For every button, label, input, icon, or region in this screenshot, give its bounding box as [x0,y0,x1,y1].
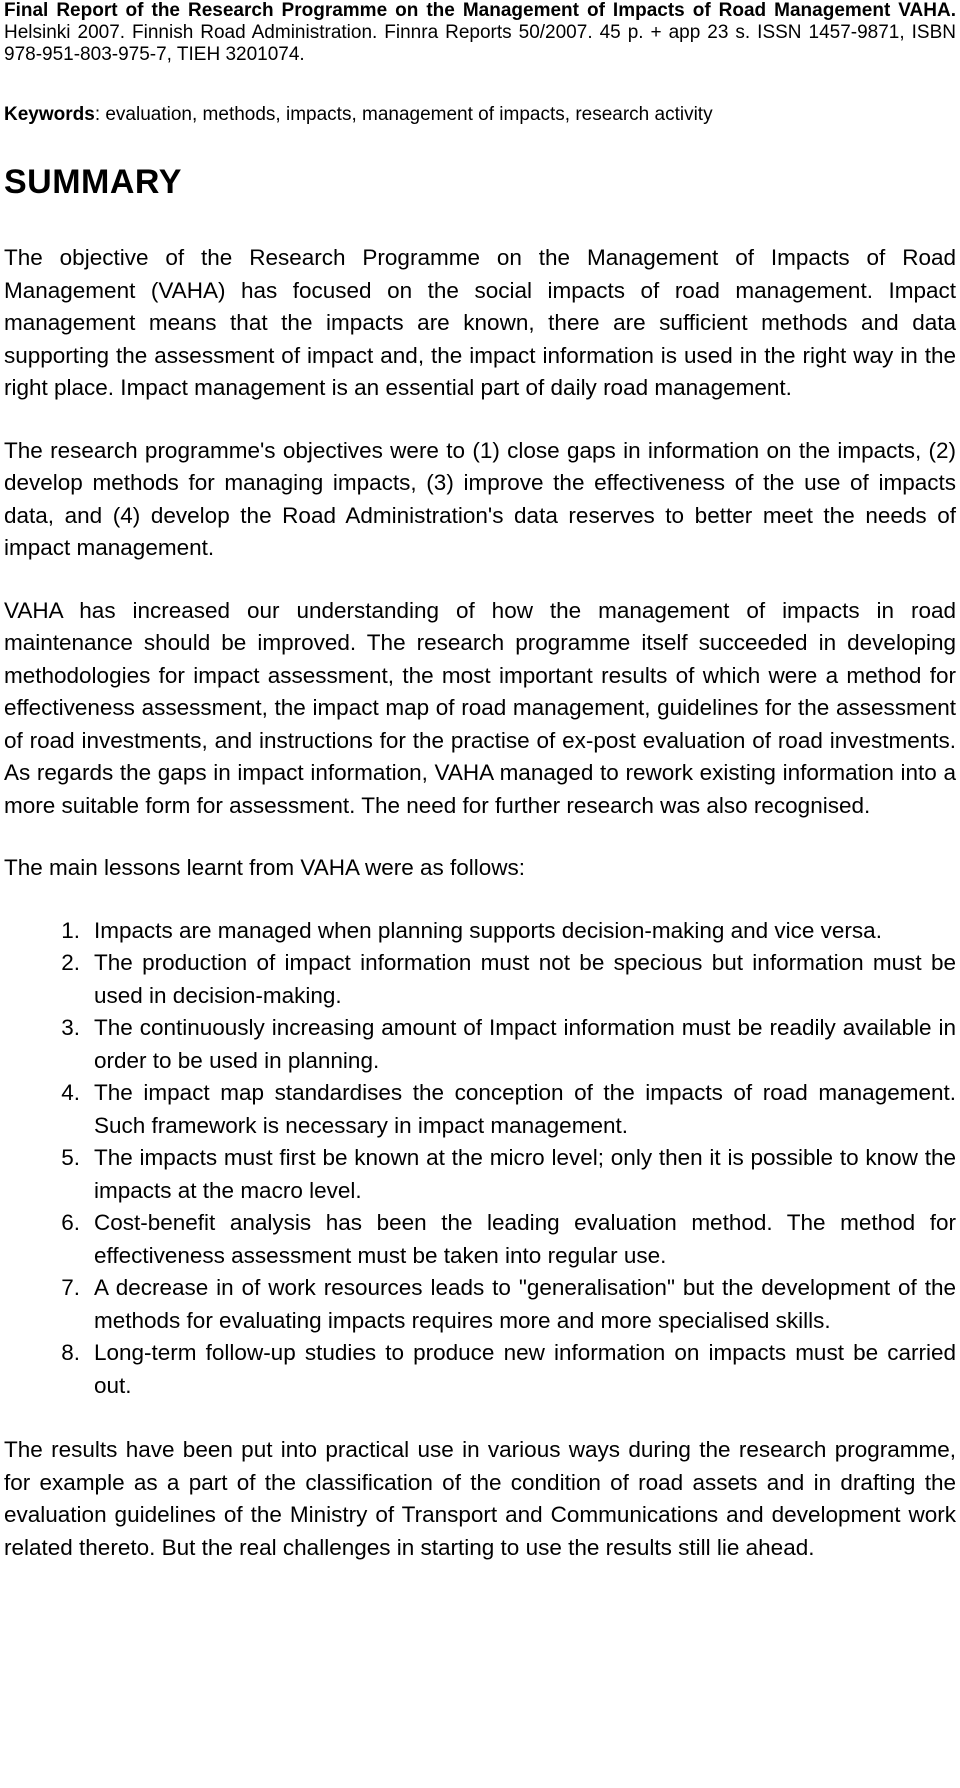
list-item [4,915,956,948]
list-item-text: Long-term follow-up studies to produce new information on impacts must be carried out. [94,1340,956,1398]
list-item [4,1142,956,1207]
list-item-text: Cost-benefit analysis has been the leading evaluation method. The method for effectiveness assessment must be taken into regular use. [94,1210,956,1268]
summary-paragraph-results: VAHA has increased our understanding of how the management of impacts in road maintenance should be improved. The research programme itself succeeded in developing methodologies for impact assessment, the most important results of which were a method for effectiveness assessment, the impact map of road management, guidelines for the assessment of road investments, and instructions for the practise of ex-post evaluation of road investments. As regards the gaps in impact information, VAHA managed to rework existing information into a more suitable form for assessment. The need for further research was also recognised. [4,597,956,818]
list-item-text: The continuously increasing amount of Impact information must be readily available in order to be used in planning. [94,1015,956,1073]
list-item-text: The impact map standardises the conception of the impacts of road management. Such framework is necessary in impact management. [94,1080,956,1138]
list-item-number: 7. [61,1275,80,1300]
report-details: Helsinki 2007. Finnish Road Administration. Finnra Reports 50/2007. 45 p. + app 23 s. ISSN 1457-9871, ISBN 978-951-803-975-7, TIEH 3201074. [4,22,956,65]
list-item [4,1337,956,1402]
list-item-number: 1. [61,917,80,943]
list-item-number: 4. [61,1080,80,1105]
summary-paragraph-objective: The objective of the Research Programme on the Management of Impacts of Road Management (VAHA) has focused on the social impacts of road management. Impact management means that the impacts are known, there are sufficient methods and data supporting the assessment of impact and, the impact information is used in the right way in the right place. Impact management is an essential part of daily road management. [4,245,956,400]
list-item [4,947,956,1012]
summary-heading: SUMMARY [4,163,182,201]
keywords-text: : evaluation, methods, impacts, management of impacts, research activity [94,104,713,125]
list-item [4,1077,956,1142]
list-item-text: A decrease in of work resources leads to "generalisation" but the development of the methods for evaluating impacts requires more and more specialised skills. [94,1275,956,1333]
summary-paragraph-objectives-list: The research programme's objectives were to (1) close gaps in information on the impacts, (2) develop methods for managing impacts, (3) improve the effectiveness of the use of impacts data, and (4) develop the Road Administration's data reserves to better meet the needs of impact management. [4,437,956,560]
list-item-text: The production of impact information must not be specious but information must be used in decision-making. [94,950,956,1008]
list-item-number: 5. [61,1145,80,1170]
bibliographic-reference [4,0,956,66]
report-title: Final Report of the Research Programme on the Management of Impacts of Road Management VAHA. [4,0,956,21]
list-item [4,1012,956,1077]
keywords-label: Keywords [4,104,95,125]
list-item-text: The impacts must first be known at the micro level; only then it is possible to know the impacts at the macro level. [94,1145,956,1203]
closing-paragraph: The results have been put into practical use in various ways during the research programme, for example as a part of the classification of the condition of road assets and in drafting the evaluation guidelines of the Ministry of Transport and Communications and development work related thereto. But the real challenges in starting to use the results still lie ahead. [4,1437,956,1560]
keywords-line [4,104,956,126]
list-item-number: 3. [61,1015,80,1040]
lessons-intro: The main lessons learnt from VAHA were as follows: [4,855,526,880]
list-item-number: 8. [61,1340,80,1365]
lessons-list [4,915,956,1403]
list-item-number: 6. [61,1210,80,1235]
list-item-number: 2. [61,950,80,975]
list-item [4,1207,956,1272]
list-item-text: Impacts are managed when planning supports decision-making and vice versa. [94,917,882,943]
list-item [4,1272,956,1337]
